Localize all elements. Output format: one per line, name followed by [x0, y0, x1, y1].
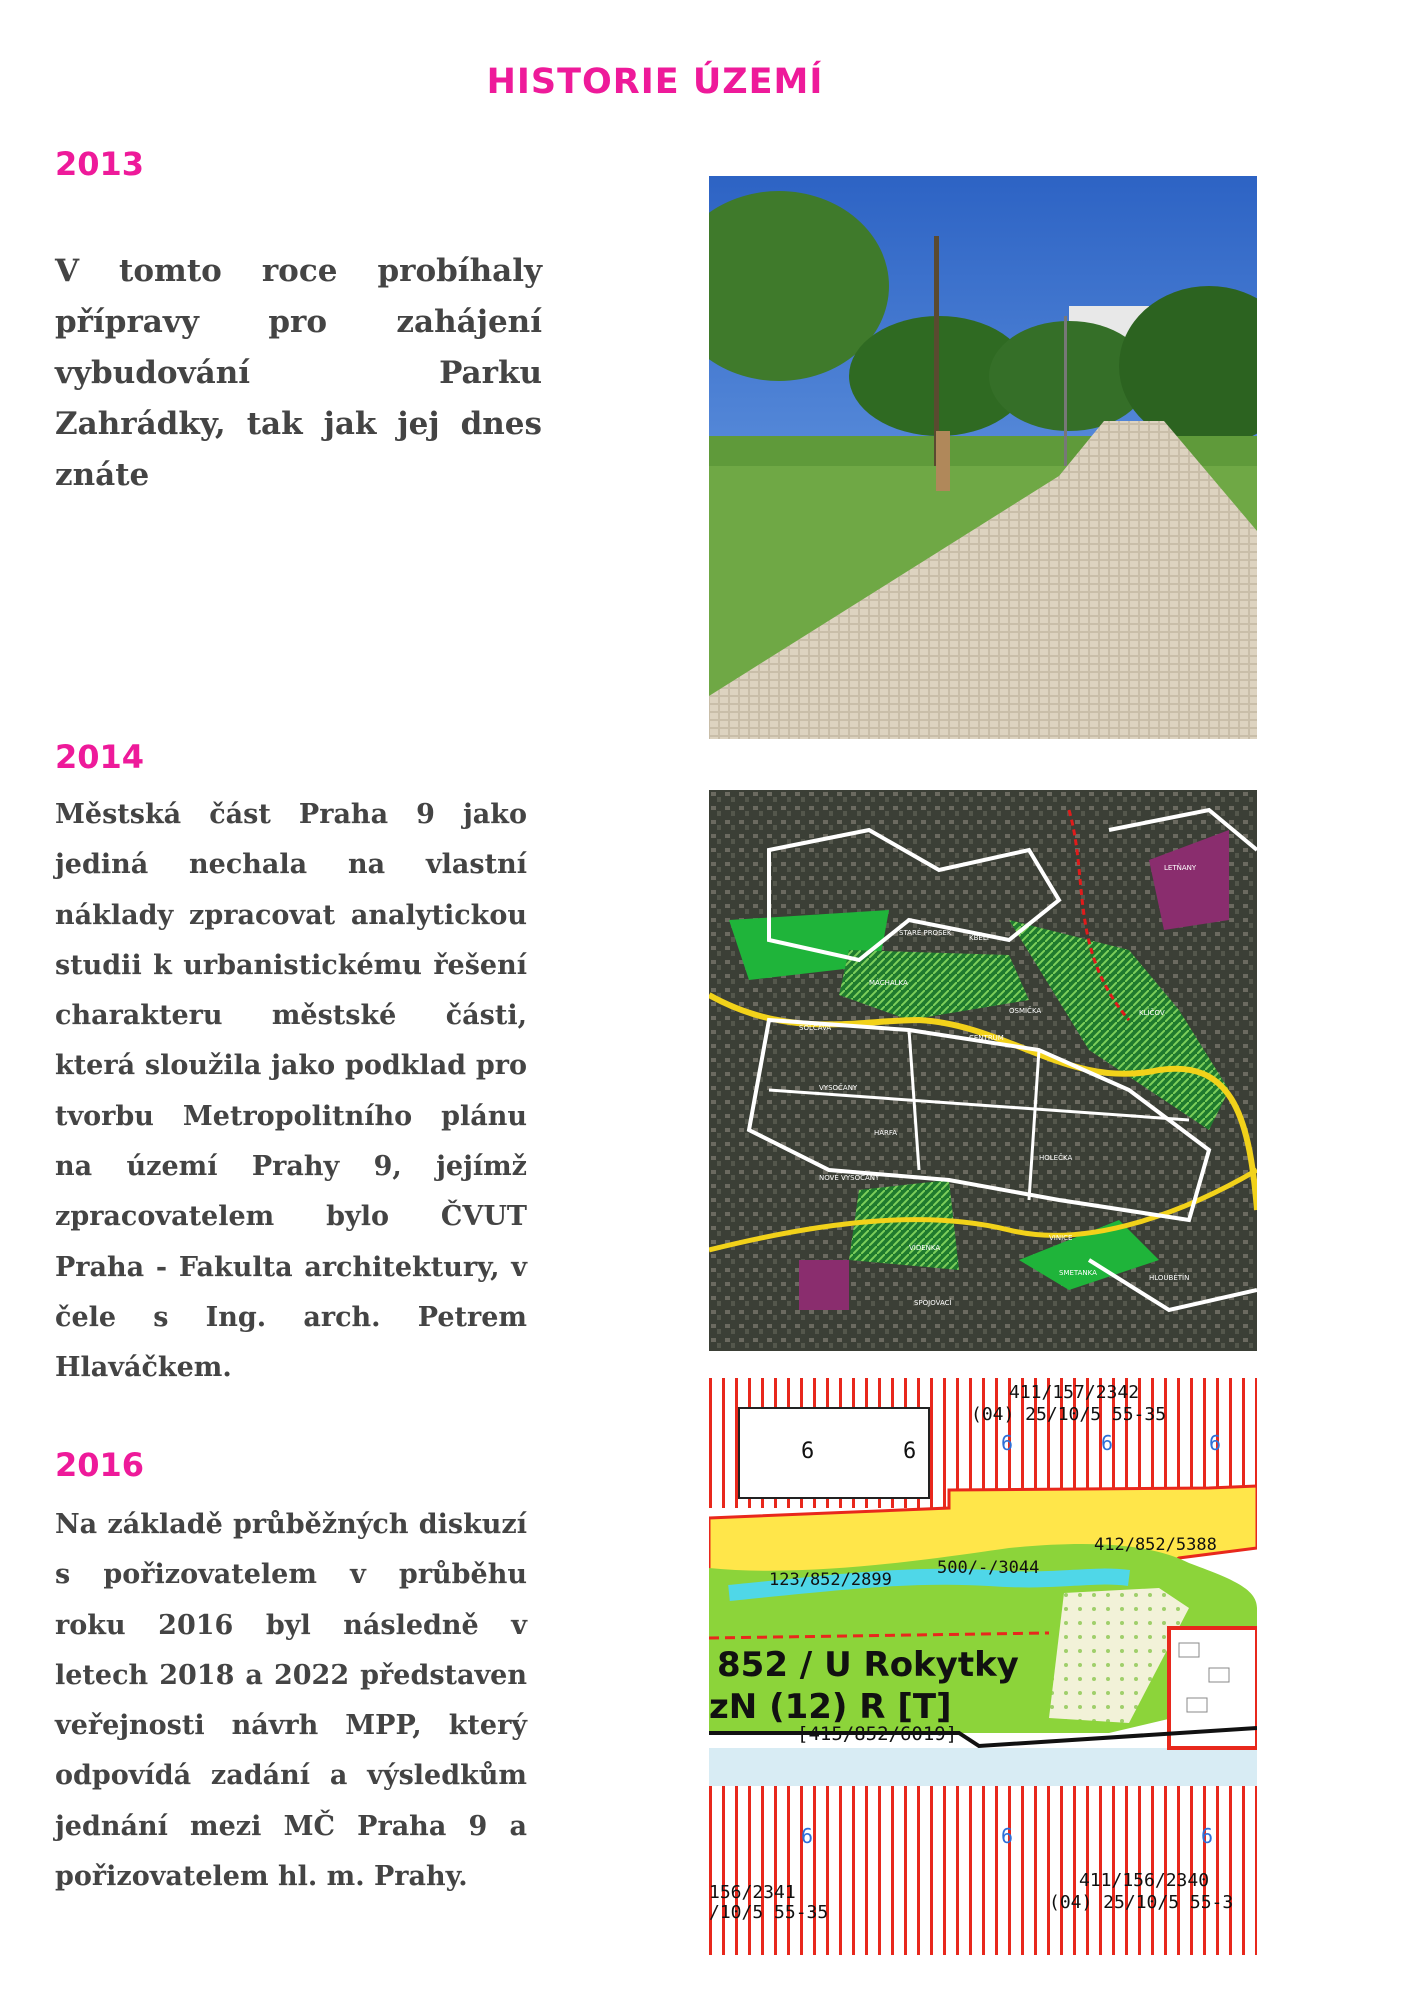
- plan-code-right: 412/852/5388: [1094, 1535, 1217, 1555]
- plan-code-top-2: (04) 25/10/5 55-35: [971, 1404, 1167, 1425]
- plan-label-main: 852 / U Rokytky: [717, 1645, 1019, 1685]
- section-text-2014: Městská část Praha 9 jako jediná nechala na vlastní náklady zpracovat analytickou studii k urbanistickému řešení charakteru městské části, která sloužila jako podklad pro tvorbu Metropolitního plánu na území Prahy 9, jejímž zpracovatelem bylo ČVUT Praha - Fakulta architektury, v čele s Ing. arch. Petrem Hlaváčkem.: [55, 799, 527, 1384]
- map-label: LETŇANY: [1164, 864, 1197, 872]
- map-label: HOLEČKA: [1039, 1154, 1073, 1162]
- map-label: KLÍČOV: [1139, 1009, 1165, 1017]
- year-2014: 2014: [55, 738, 145, 776]
- plan-code-left: 123/852/2899: [769, 1570, 892, 1590]
- map-label: CENTRUM: [969, 1034, 1004, 1042]
- map-label: HLOUBĚTÍN: [1149, 1274, 1190, 1282]
- year-2016: 2016: [55, 1446, 145, 1484]
- map-label: OSMIČKA: [1009, 1007, 1042, 1015]
- zone-digit: 6: [801, 1439, 815, 1464]
- plan-code-br-2: (04) 25/10/5 55-3: [1049, 1892, 1234, 1913]
- zone-digit: 6: [1001, 1431, 1014, 1455]
- map-label: SOLČAVA: [799, 1024, 832, 1032]
- map-label: SPOJOVACÍ: [914, 1299, 952, 1307]
- zone-digit: 6: [1201, 1824, 1214, 1848]
- plan-code-mid: 500/-/3044: [937, 1558, 1040, 1578]
- plan-code-bl-1: 156/2341: [709, 1882, 796, 1903]
- map-label: NOVÉ VYSOČANY: [819, 1174, 880, 1182]
- map-label: STARÉ PROSEK: [899, 929, 952, 937]
- map-label: VÍDEŇKA: [909, 1244, 941, 1252]
- section-text-2013: V tomto roce probíhaly přípravy pro zahájení vybudování Parku Zahrádky, tak jak jej dnes znáte: [55, 253, 542, 493]
- zone-digit: 6: [1209, 1431, 1222, 1455]
- plan-label-code: zN (12) R [T]: [709, 1687, 952, 1727]
- metropolitan-plan-map: [709, 1378, 1257, 1955]
- plan-code-bottom: [415/852/6019]: [797, 1723, 958, 1745]
- year-2013: 2013: [55, 145, 145, 183]
- park-photo: [709, 176, 1257, 739]
- zone-digit: 6: [903, 1439, 917, 1464]
- map-label: KBELY: [969, 934, 991, 942]
- aerial-study-map: [709, 790, 1257, 1351]
- plan-code-bl-2: /10/5 55-35: [709, 1902, 829, 1923]
- map-label: VINICE: [1049, 1234, 1073, 1242]
- plan-code-br-1: 411/156/2340: [1079, 1870, 1210, 1891]
- zone-digit: 6: [1101, 1431, 1114, 1455]
- map-label: HARFA: [874, 1129, 898, 1137]
- zone-digit: 6: [1001, 1824, 1014, 1848]
- plan-code-top-1: 411/157/2342: [1009, 1382, 1140, 1403]
- section-text-2016: Na základě průběžných diskuzí s pořizovatelem v průběhu roku 2016 byl následně v letech 2018 a 2022 představen veřejnosti návrh MPP, který odpovídá zadání a výsledkům jednání mezi MČ Praha 9 a pořizovatelem hl. m. Prahy.: [55, 1509, 527, 1893]
- map-label: MÁCHALKA: [869, 979, 908, 987]
- zone-digit: 6: [801, 1824, 814, 1848]
- page-title: HISTORIE ÚZEMÍ: [486, 62, 824, 102]
- map-label: VYSOČANY: [819, 1084, 858, 1092]
- map-label: SMETANKA: [1059, 1269, 1097, 1277]
